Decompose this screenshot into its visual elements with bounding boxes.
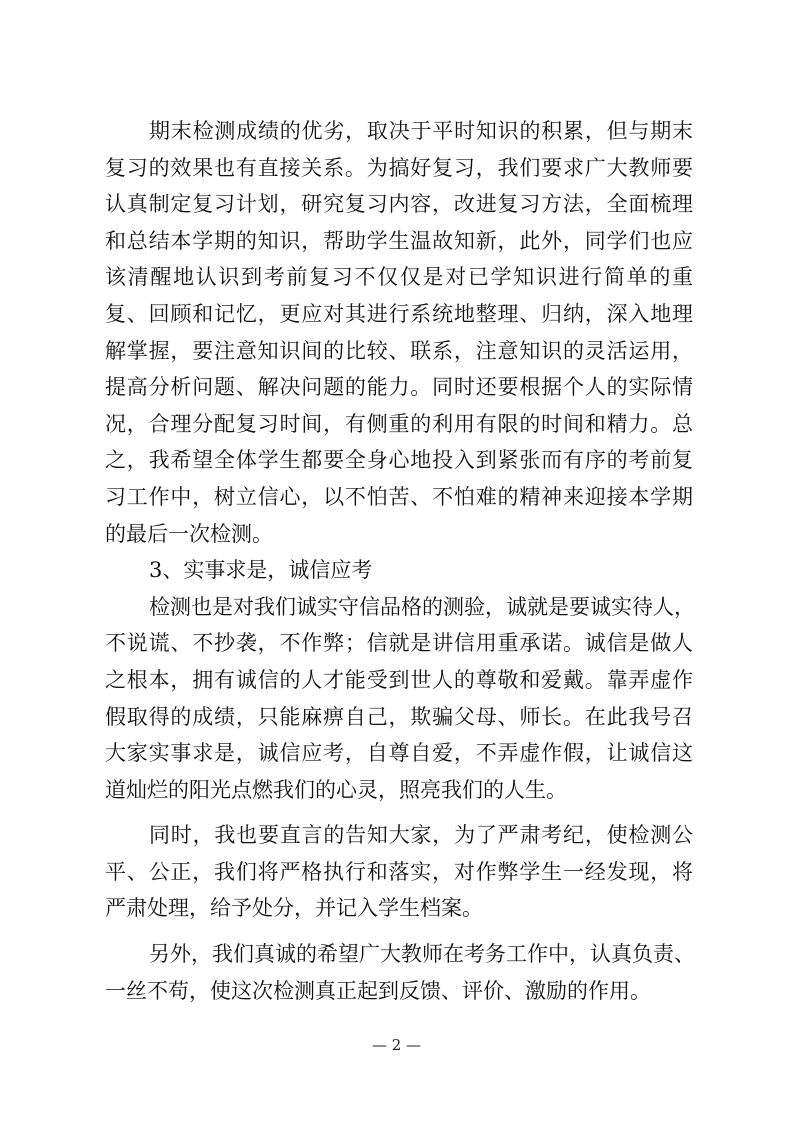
text-line: 平、公正，我们将严格执行和落实，对作弊学生一经发现，将	[105, 859, 693, 884]
text-line: 另外，我们真诚的希望广大教师在考务工作中，认真负责、	[149, 942, 695, 967]
text-line: 检测也是对我们诚实守信品格的测验，诚就是要诚实待人，	[149, 594, 695, 619]
paragraph	[105, 817, 693, 927]
text-line: 之根本，拥有诚信的人才能受到世人的尊敬和爱戴。靠弄虚作	[105, 667, 693, 692]
paragraph	[105, 936, 693, 1009]
text-line: 复、回顾和记忆，更应对其进行系统地整理、归纳，深入地理	[105, 301, 693, 326]
text-line: 期末检测成绩的优劣，取决于平时知识的积累，但与期末	[149, 119, 693, 143]
paragraph	[105, 113, 693, 552]
text-line: 大家实事求是，诚信应考，自尊自爱，不弄虚作假，让诚信这	[105, 741, 693, 766]
page-number: — 2 —	[371, 1036, 422, 1054]
text-line: 复习的效果也有直接关系。为搞好复习，我们要求广大教师要	[105, 155, 693, 180]
text-line: 习工作中，树立信心，以不怕苦、不怕难的精神来迎接本学期	[105, 484, 693, 509]
text-line: 的最后一次检测。	[105, 521, 273, 546]
text-line: 一丝不苟，使这次检测真正起到反馈、评价、激励的作用。	[105, 978, 651, 1003]
text-line: 提高分析问题、解决问题的能力。同时还要根据个人的实际情	[105, 375, 693, 400]
text-line: 之，我希望全体学生都要全身心地投入到紧张而有序的考前复	[105, 448, 693, 473]
paragraph	[105, 589, 693, 809]
text-line: 同时，我也要直言的告知大家，为了严肃考纪，使检测公	[149, 823, 693, 848]
section-heading	[105, 552, 693, 589]
text-line: 认真制定复习计划，研究复习内容，改进复习方法，全面梳理	[105, 192, 693, 217]
document-body	[105, 113, 693, 1009]
text-line: 不说谎、不抄袭，不作弊；信就是讲信用重承诺。诚信是做人	[105, 631, 693, 656]
text-line: 道灿烂的阳光点燃我们的心灵，照亮我们的人生。	[105, 777, 567, 802]
text-line: 该清醒地认识到考前复习不仅仅是对已学知识进行简单的重	[105, 265, 693, 290]
text-line: 和总结本学期的知识，帮助学生温故知新，此外，同学们也应	[105, 228, 693, 253]
text-line: 解掌握，要注意知识间的比较、联系，注意知识的灵活运用，	[105, 338, 693, 363]
text-line: 况，合理分配复习时间，有侧重的利用有限的时间和精力。总	[105, 411, 693, 436]
text-line: 3、实事求是，诚信应考	[149, 558, 373, 583]
text-line: 假取得的成绩，只能麻痹自己，欺骗父母、师长。在此我号召	[105, 704, 693, 729]
text-line: 严肃处理，给予处分，并记入学生档案。	[105, 896, 483, 921]
